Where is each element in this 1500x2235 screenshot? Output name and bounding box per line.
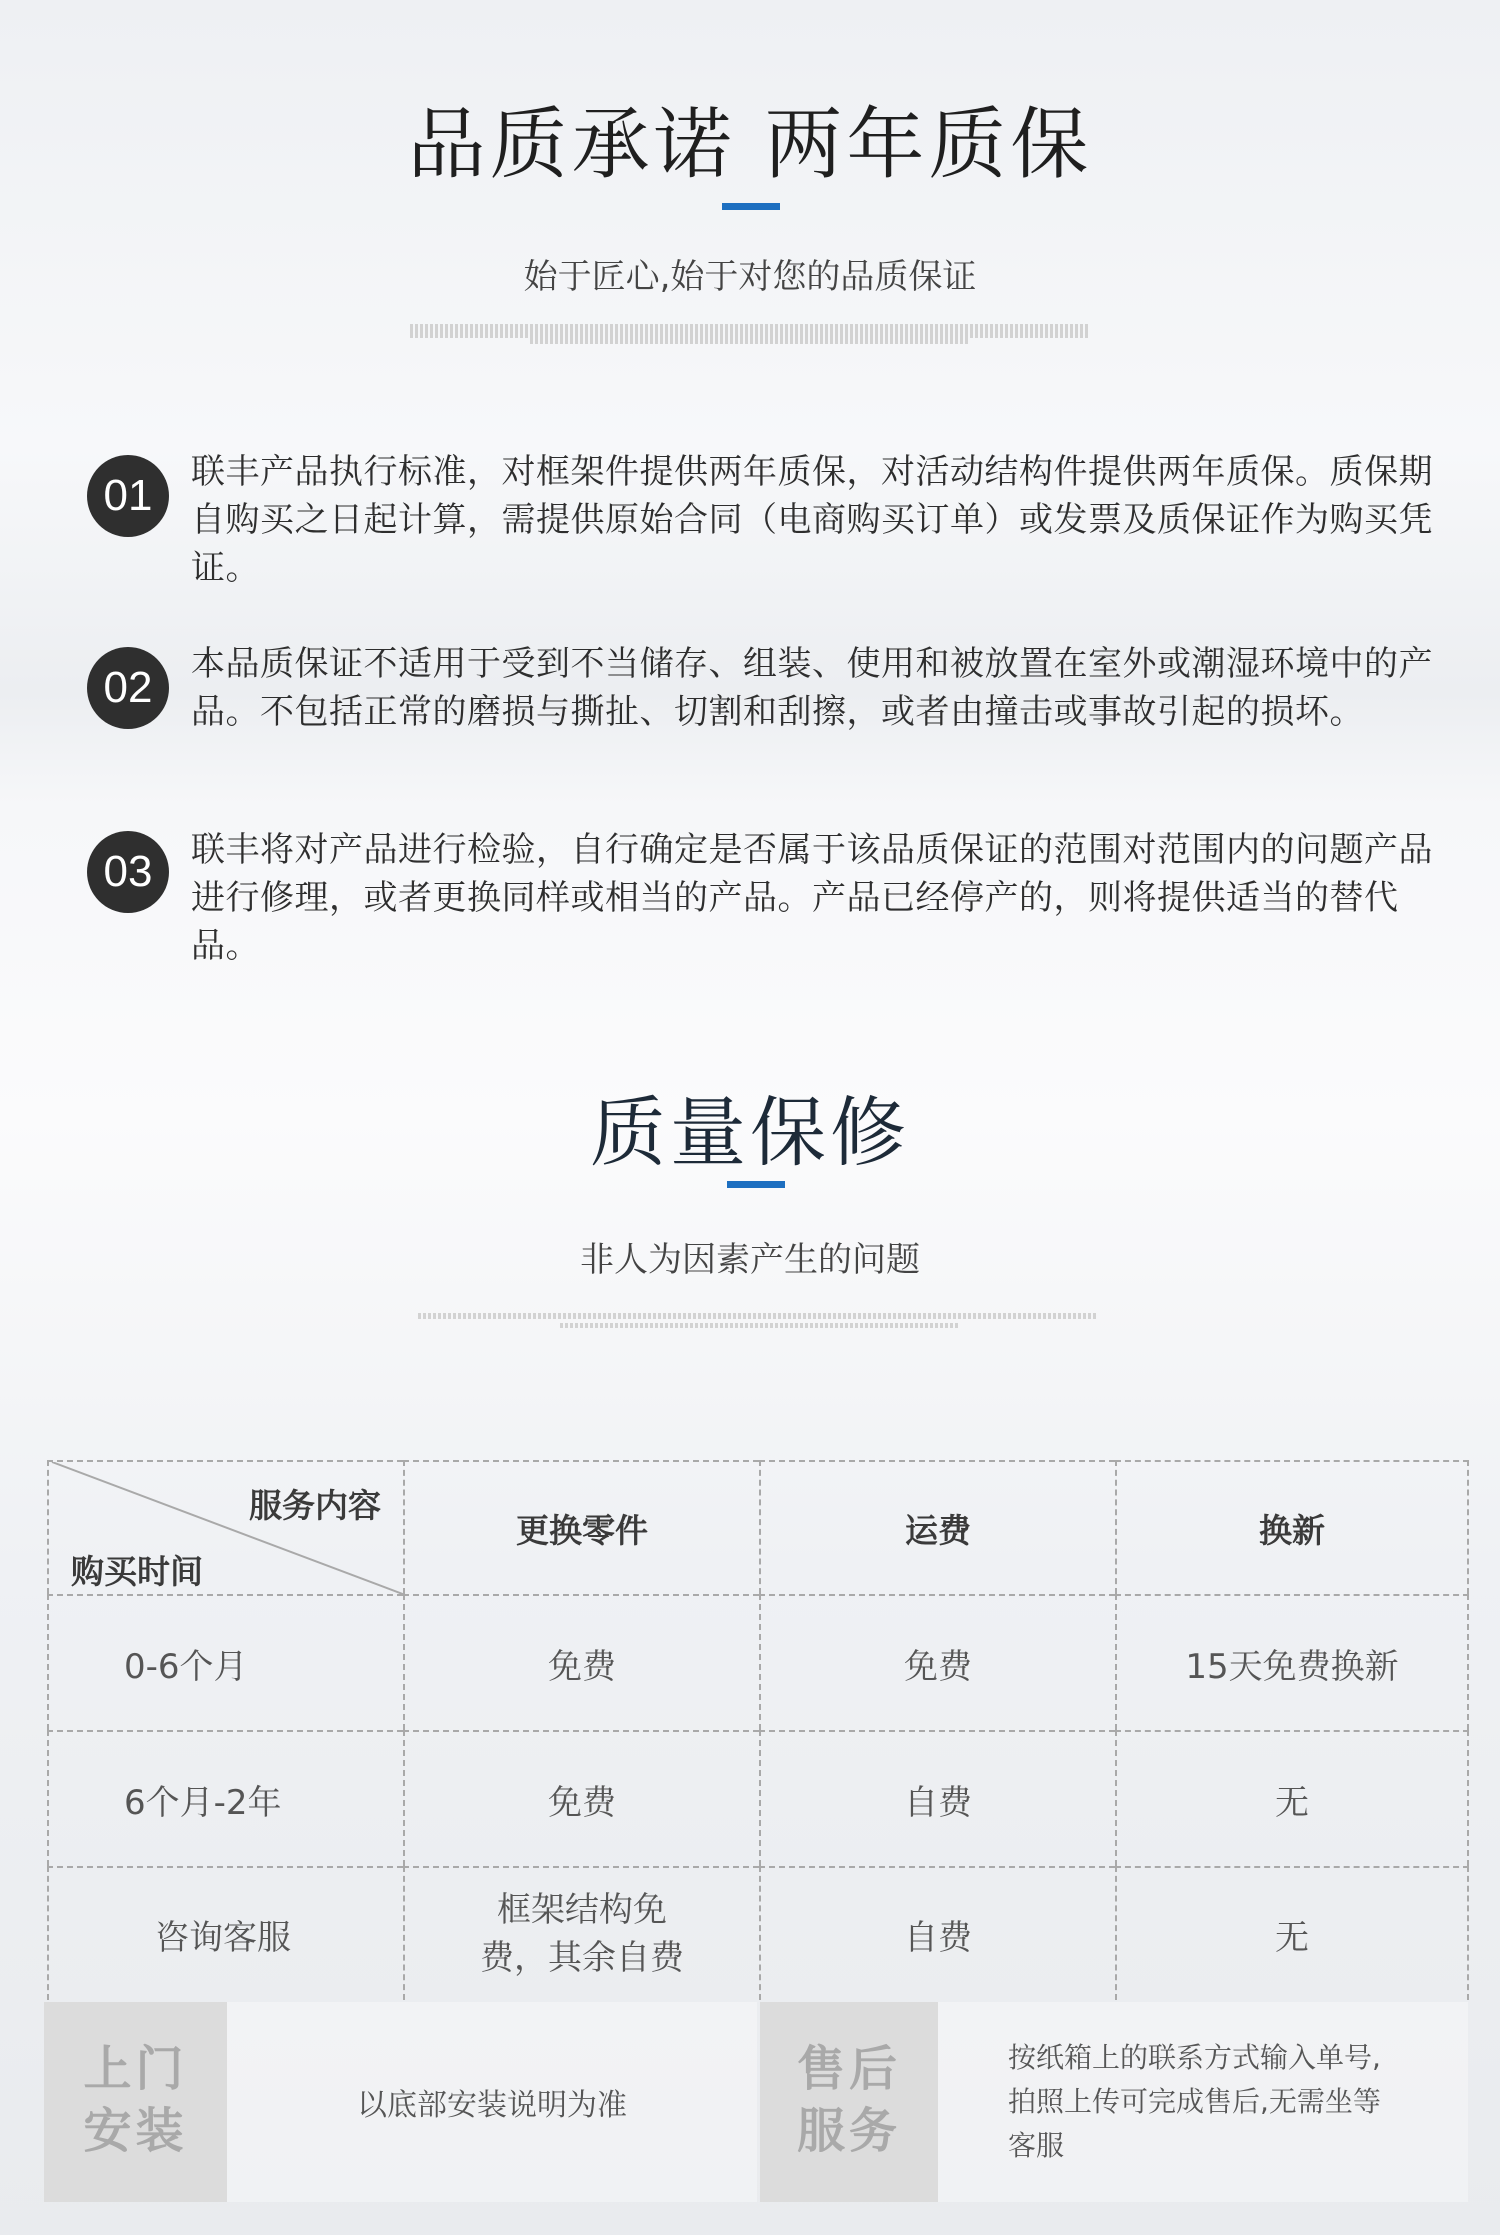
table-cell: 免费 bbox=[403, 1730, 759, 1866]
fine-print-decoration bbox=[530, 338, 970, 344]
item-number-badge: 01 bbox=[87, 455, 169, 537]
warranty-item-text: 联丰产品执行标准，对框架件提供两年质保，对活动结构件提供两年质保。质保期自购买之日起计算，需提供原始合同（电商购买订单）或发票及质保证作为购买凭证。 bbox=[191, 452, 1433, 588]
table-cell-period: 0-6个月 bbox=[47, 1594, 403, 1730]
after-sales-label-box bbox=[760, 2002, 938, 2202]
after-sales-text: 按纸箱上的联系方式输入单号,拍照上传可完成售后,无需坐等客服 bbox=[1008, 2041, 1381, 2162]
repair-subtitle: 非人为因素产生的问题 bbox=[580, 1240, 920, 1280]
table-cell-period: 6个月-2年 bbox=[47, 1730, 403, 1866]
after-sales-label-line2: 服务 bbox=[796, 2103, 901, 2159]
table-corner-cell bbox=[47, 1460, 403, 1594]
corner-label-purchase-time: 购买时间 bbox=[71, 1552, 203, 1591]
after-sales-label-line1: 售后 bbox=[796, 2041, 901, 2097]
warranty-subtitle: 始于匠心,始于对您的品质保证 bbox=[523, 257, 977, 297]
table-cell: 自费 bbox=[759, 1866, 1115, 2000]
item-number-badge: 03 bbox=[87, 831, 169, 913]
title-underline bbox=[722, 203, 780, 210]
installation-label-box bbox=[44, 2002, 227, 2202]
fine-print-decoration bbox=[418, 1313, 1098, 1319]
fine-print-decoration bbox=[560, 1323, 960, 1328]
table-cell: 免费 bbox=[759, 1594, 1115, 1730]
item-number-badge: 02 bbox=[87, 647, 169, 729]
repair-title: 质量保修 bbox=[590, 1088, 910, 1177]
table-header: 运费 bbox=[759, 1460, 1115, 1594]
table-header: 换新 bbox=[1115, 1460, 1469, 1594]
table-cell: 无 bbox=[1115, 1866, 1469, 2000]
warranty-item-text: 联丰将对产品进行检验，自行确定是否属于该品质保证的范围对范围内的问题产品进行修理，或者更换同样或相当的产品。产品已经停产的，则将提供适当的替代品。 bbox=[191, 830, 1433, 966]
table-cell: 免费 bbox=[403, 1594, 759, 1730]
table-cell: 无 bbox=[1115, 1730, 1469, 1866]
after-sales-info bbox=[938, 2002, 1468, 2202]
table-cell: 自费 bbox=[759, 1730, 1115, 1866]
fine-print-decoration bbox=[410, 324, 1090, 338]
warranty-title: 品质承诺 两年质保 bbox=[407, 100, 1093, 190]
installation-info bbox=[227, 2002, 757, 2202]
table-header: 更换零件 bbox=[403, 1460, 759, 1594]
table-cell: 15天免费换新 bbox=[1115, 1594, 1469, 1730]
installation-text: 以底部安装说明为准 bbox=[357, 2088, 627, 2123]
corner-label-service: 服务内容 bbox=[249, 1486, 381, 1525]
table-cell-period: 咨询客服 bbox=[47, 1866, 403, 2000]
warranty-table bbox=[47, 1460, 1469, 2000]
installation-label-line2: 安装 bbox=[83, 2103, 188, 2159]
installation-label-line1: 上门 bbox=[83, 2041, 188, 2097]
title-underline bbox=[727, 1181, 785, 1188]
warranty-item-text: 本品质保证不适用于受到不当储存、组装、使用和被放置在室外或潮湿环境中的产品。不包括正常的磨损与撕扯、切割和刮擦，或者由撞击或事故引起的损坏。 bbox=[191, 644, 1433, 732]
table-cell: 框架结构免费，其余自费 bbox=[403, 1866, 759, 2000]
